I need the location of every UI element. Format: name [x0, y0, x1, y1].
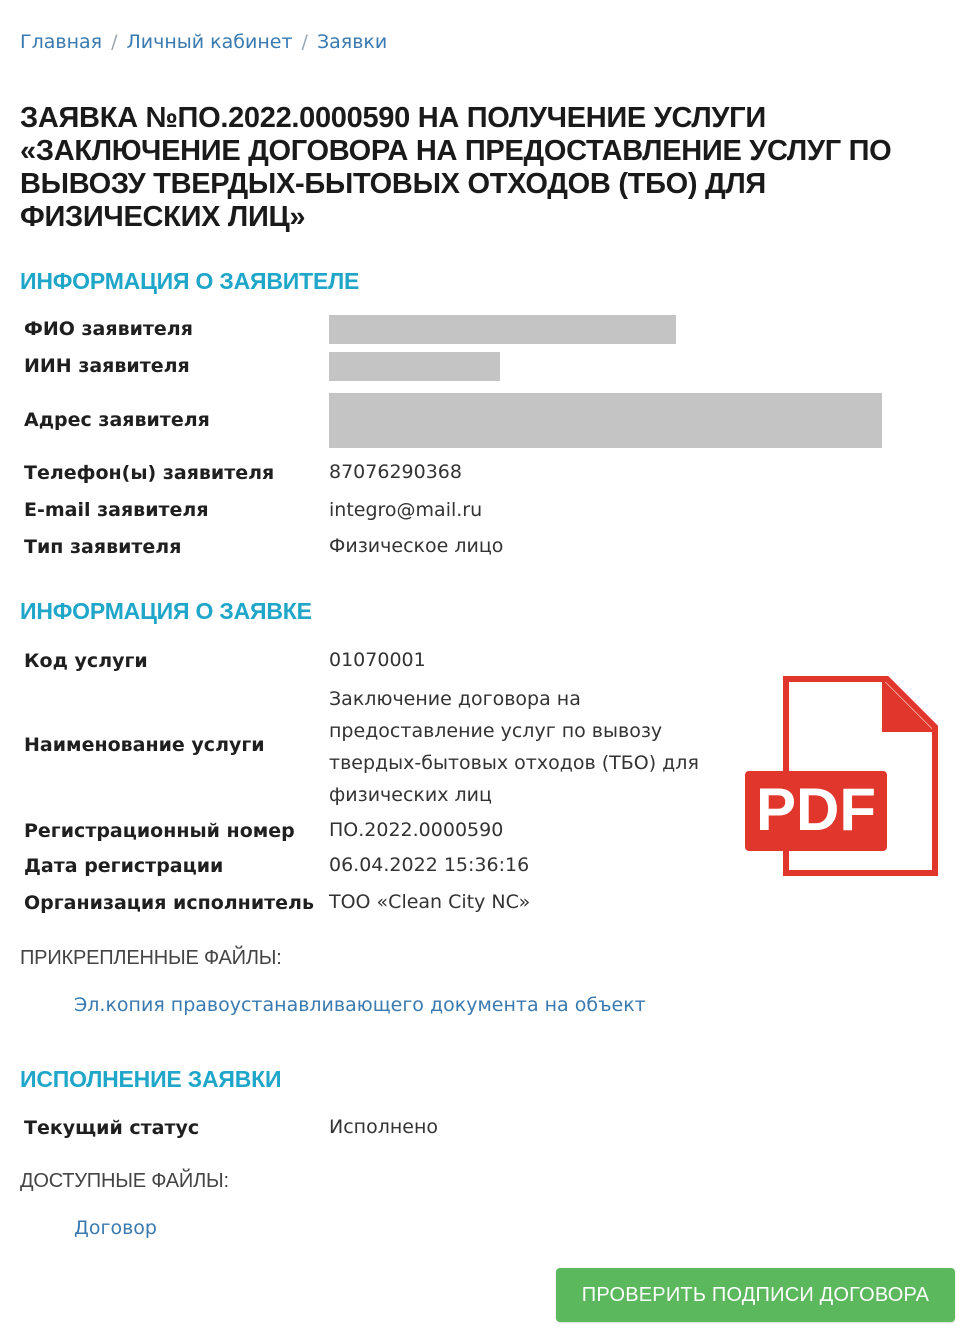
- breadcrumb-home-link[interactable]: Главная: [20, 31, 103, 53]
- attached-file-link[interactable]: Эл.копия правоустанавливающего документа на объект: [74, 994, 646, 1016]
- contract-link[interactable]: Договор: [74, 1217, 157, 1239]
- service-name-value: Заключение договора на предоставление услуг по вывозу твердых-бытовых отходов (ТБО) для физических лиц: [329, 688, 699, 806]
- breadcrumb-cabinet-link[interactable]: Личный кабинет: [126, 31, 293, 53]
- applicant-type-label: Тип заявителя: [24, 536, 182, 558]
- attached-files-title: ПРИКРЕПЛЕННЫЕ ФАЙЛЫ:: [20, 947, 282, 969]
- iin-redacted-value: [329, 352, 500, 381]
- phone-value: 87076290368: [329, 461, 462, 483]
- executor-org-value: ТОО «Clean City NC»: [329, 891, 531, 913]
- request-section-title: ИНФОРМАЦИЯ О ЗАЯВКЕ: [20, 598, 312, 624]
- service-code-label: Код услуги: [24, 650, 148, 672]
- service-code-value: 01070001: [329, 649, 426, 671]
- page-title: ЗАЯВКА №ПО.2022.0000590 НА ПОЛУЧЕНИЕ УСЛУГИ «ЗАКЛЮЧЕНИЕ ДОГОВОРА НА ПРЕДОСТАВЛЕНИЕ УСЛУГ ПО ВЫВОЗУ ТВЕРДЫХ-БЫТОВЫХ ОТХОДОВ (ТБО) ДЛЯ ФИЗИЧЕСКИХ ЛИЦ»: [20, 102, 892, 233]
- executor-org-label: Организация исполнитель: [24, 892, 314, 914]
- execution-section-title: ИСПОЛНЕНИЕ ЗАЯВКИ: [20, 1066, 282, 1092]
- reg-number-label: Регистрационный номер: [24, 820, 295, 842]
- address-redacted-value: [329, 393, 882, 448]
- address-label: Адрес заявителя: [24, 409, 210, 431]
- fio-label: ФИО заявителя: [24, 318, 193, 340]
- breadcrumb-requests-link[interactable]: Заявки: [316, 31, 388, 53]
- applicant-section-title: ИНФОРМАЦИЯ О ЗАЯВИТЕЛЕ: [20, 268, 360, 294]
- check-signatures-button[interactable]: ПРОВЕРИТЬ ПОДПИСИ ДОГОВОРА: [556, 1268, 955, 1322]
- reg-date-value: 06.04.2022 15:36:16: [329, 854, 530, 876]
- service-name-label: Наименование услуги: [24, 734, 265, 756]
- reg-date-label: Дата регистрации: [24, 855, 224, 877]
- pdf-icon[interactable]: [742, 676, 938, 878]
- fio-redacted-value: [329, 315, 676, 344]
- current-status-value: Исполнено: [329, 1116, 439, 1138]
- applicant-type-value: Физическое лицо: [329, 535, 504, 557]
- current-status-label: Текущий статус: [24, 1117, 200, 1139]
- pdf-icon-text: PDF: [756, 776, 876, 843]
- available-files-title: ДОСТУПНЫЕ ФАЙЛЫ:: [20, 1170, 229, 1192]
- email-value: integro@mail.ru: [329, 499, 483, 521]
- phone-label: Телефон(ы) заявителя: [24, 462, 275, 484]
- breadcrumb: [20, 31, 387, 53]
- breadcrumb-separator: /: [301, 31, 308, 53]
- email-label: E-mail заявителя: [24, 499, 209, 521]
- iin-label: ИИН заявителя: [24, 355, 190, 377]
- breadcrumb-separator: /: [111, 31, 118, 53]
- reg-number-value: ПО.2022.0000590: [329, 819, 504, 841]
